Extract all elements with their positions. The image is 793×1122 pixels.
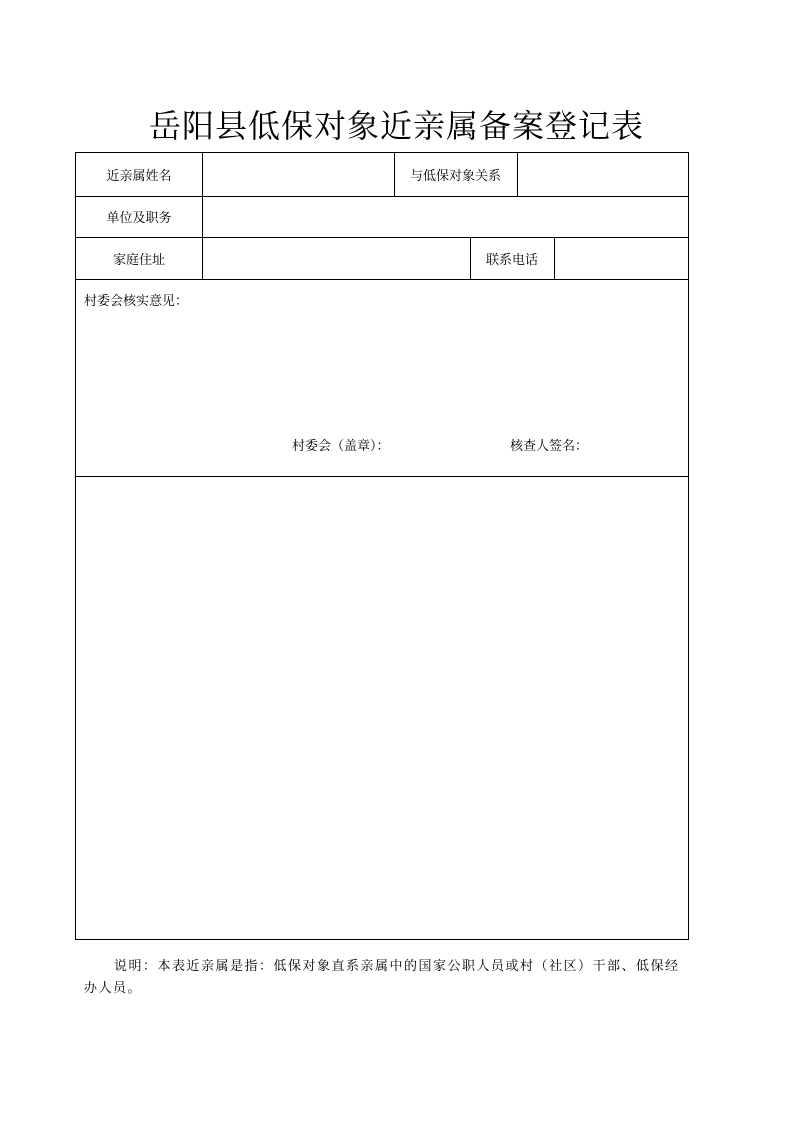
relative-name-field[interactable] — [203, 153, 394, 196]
home-address-field[interactable] — [203, 237, 470, 279]
row-divider — [76, 279, 688, 280]
home-address-label: 家庭住址 — [112, 252, 165, 268]
village-committee-opinion-label: 村委会核实意见： — [84, 294, 189, 309]
lower-blank-section[interactable] — [76, 477, 688, 939]
phone-field[interactable] — [555, 237, 688, 279]
registration-form — [75, 152, 689, 940]
work-unit-label: 单位及职务 — [106, 211, 172, 226]
explanatory-note: 说明：本表近亲属是指：低保对象直系亲属中的国家公职人员或村（社区）干部、低保经办人员。 — [84, 959, 680, 996]
village-committee-seal-label: 村委会（盖章）： — [292, 439, 390, 454]
relation-field[interactable] — [518, 153, 688, 196]
page-title: 岳阳县低保对象近亲属备案登记表 — [148, 107, 644, 145]
work-unit-field[interactable] — [203, 196, 688, 237]
relation-label: 与低保对象关系 — [409, 169, 501, 184]
relative-name-label: 近亲属姓名 — [106, 169, 172, 184]
phone-label: 联系电话 — [485, 252, 538, 268]
checker-signature-label: 核查人签名： — [510, 439, 589, 454]
